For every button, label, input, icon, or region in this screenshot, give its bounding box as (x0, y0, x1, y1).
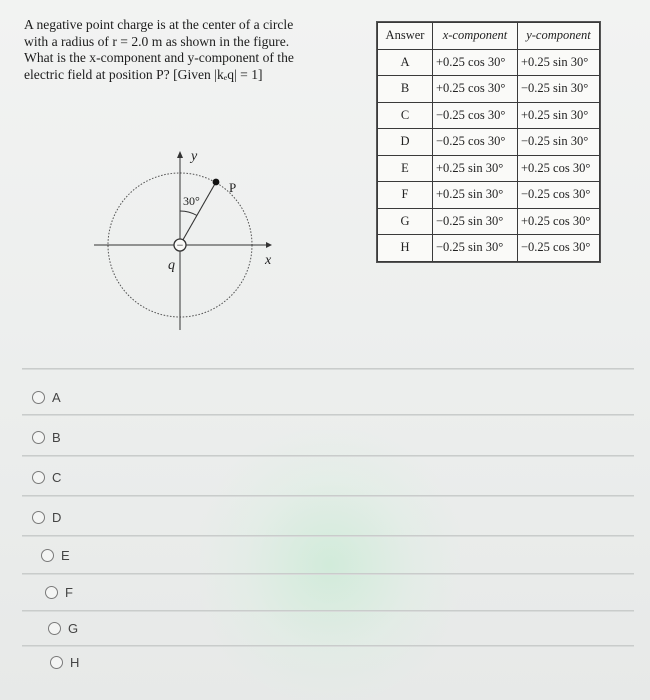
y-axis-label: y (191, 149, 198, 164)
question-line: electric field at position P? [Given |kₑq| = 1] (24, 66, 263, 82)
answer-letter: G (378, 208, 433, 235)
divider (22, 455, 634, 457)
option-e[interactable] (41, 543, 70, 567)
table-header-row (378, 23, 600, 50)
table-row (378, 235, 600, 262)
option-label: F (65, 584, 73, 600)
option-b[interactable] (32, 425, 61, 449)
table-row (378, 208, 600, 235)
x-component-cell: +0.25 cos 30° (433, 49, 518, 76)
radio-button[interactable] (50, 656, 63, 669)
x-axis-label: x (265, 253, 272, 268)
column-header-y: y-component (518, 23, 600, 50)
charge-figure (80, 140, 290, 340)
angle-label: 30° (183, 194, 200, 208)
x-component-cell: +0.25 cos 30° (433, 76, 518, 103)
option-f[interactable] (45, 580, 73, 604)
divider (22, 414, 634, 416)
answer-letter: A (378, 49, 433, 76)
option-a[interactable] (32, 385, 61, 409)
option-h[interactable] (50, 650, 79, 674)
option-label: B (52, 429, 61, 445)
option-c[interactable] (32, 465, 61, 489)
x-component-cell: +0.25 sin 30° (433, 155, 518, 182)
table-row (378, 129, 600, 156)
divider (22, 610, 634, 612)
answer-letter: F (378, 182, 433, 209)
question-text (24, 17, 342, 83)
answer-letter: B (378, 76, 433, 103)
x-component-cell: −0.25 cos 30° (433, 129, 518, 156)
question-line: A negative point charge is at the center of a circle (24, 17, 294, 32)
column-header-x: x-component (433, 23, 518, 50)
divider (22, 645, 634, 647)
y-component-cell: +0.25 cos 30° (518, 155, 600, 182)
answer-letter: C (378, 102, 433, 129)
point-p (213, 179, 220, 186)
radio-button[interactable] (32, 431, 45, 444)
y-component-cell: −0.25 sin 30° (518, 76, 600, 103)
option-label: A (52, 389, 61, 405)
divider (22, 368, 634, 370)
answer-letter: D (378, 129, 433, 156)
radio-button[interactable] (41, 549, 54, 562)
answer-letter: H (378, 235, 433, 262)
x-component-cell: −0.25 cos 30° (433, 102, 518, 129)
radio-button[interactable] (48, 622, 61, 635)
option-d[interactable] (32, 505, 61, 529)
radio-button[interactable] (45, 586, 58, 599)
option-label: G (68, 620, 79, 636)
charge-label: q (168, 258, 175, 273)
divider (22, 573, 634, 575)
table-row (378, 76, 600, 103)
y-component-cell: −0.25 cos 30° (518, 182, 600, 209)
x-axis-arrow (266, 242, 272, 248)
question-line: with a radius of r = 2.0 m as shown in the figure. (24, 33, 290, 49)
screen-glare (200, 430, 460, 700)
table-row (378, 49, 600, 76)
radio-button[interactable] (32, 511, 45, 524)
x-component-cell: −0.25 sin 30° (433, 208, 518, 235)
angle-arc (180, 211, 197, 216)
option-label: C (52, 469, 62, 485)
radio-button[interactable] (32, 391, 45, 404)
answer-table (377, 22, 600, 262)
table-row (378, 155, 600, 182)
charge-sign: − (176, 238, 184, 252)
y-axis-arrow (177, 151, 183, 158)
radius-line (180, 182, 216, 245)
x-component-cell: −0.25 sin 30° (433, 235, 518, 262)
y-component-cell: +0.25 cos 30° (518, 208, 600, 235)
x-component-cell: +0.25 sin 30° (433, 182, 518, 209)
option-label: E (61, 547, 70, 563)
table-row (378, 102, 600, 129)
radio-button[interactable] (32, 471, 45, 484)
divider (22, 535, 634, 537)
divider (22, 495, 634, 497)
y-component-cell: −0.25 cos 30° (518, 235, 600, 262)
table-row (378, 182, 600, 209)
question-line: What is the x-component and y-component of the (24, 50, 294, 66)
option-g[interactable] (48, 616, 78, 640)
point-label: P (229, 180, 237, 195)
y-component-cell: +0.25 sin 30° (518, 49, 600, 76)
y-component-cell: +0.25 sin 30° (518, 102, 600, 129)
option-label: H (70, 654, 80, 670)
answer-letter: E (378, 155, 433, 182)
option-label: D (52, 509, 62, 525)
column-header-answer: Answer (378, 23, 433, 50)
y-component-cell: −0.25 sin 30° (518, 129, 600, 156)
